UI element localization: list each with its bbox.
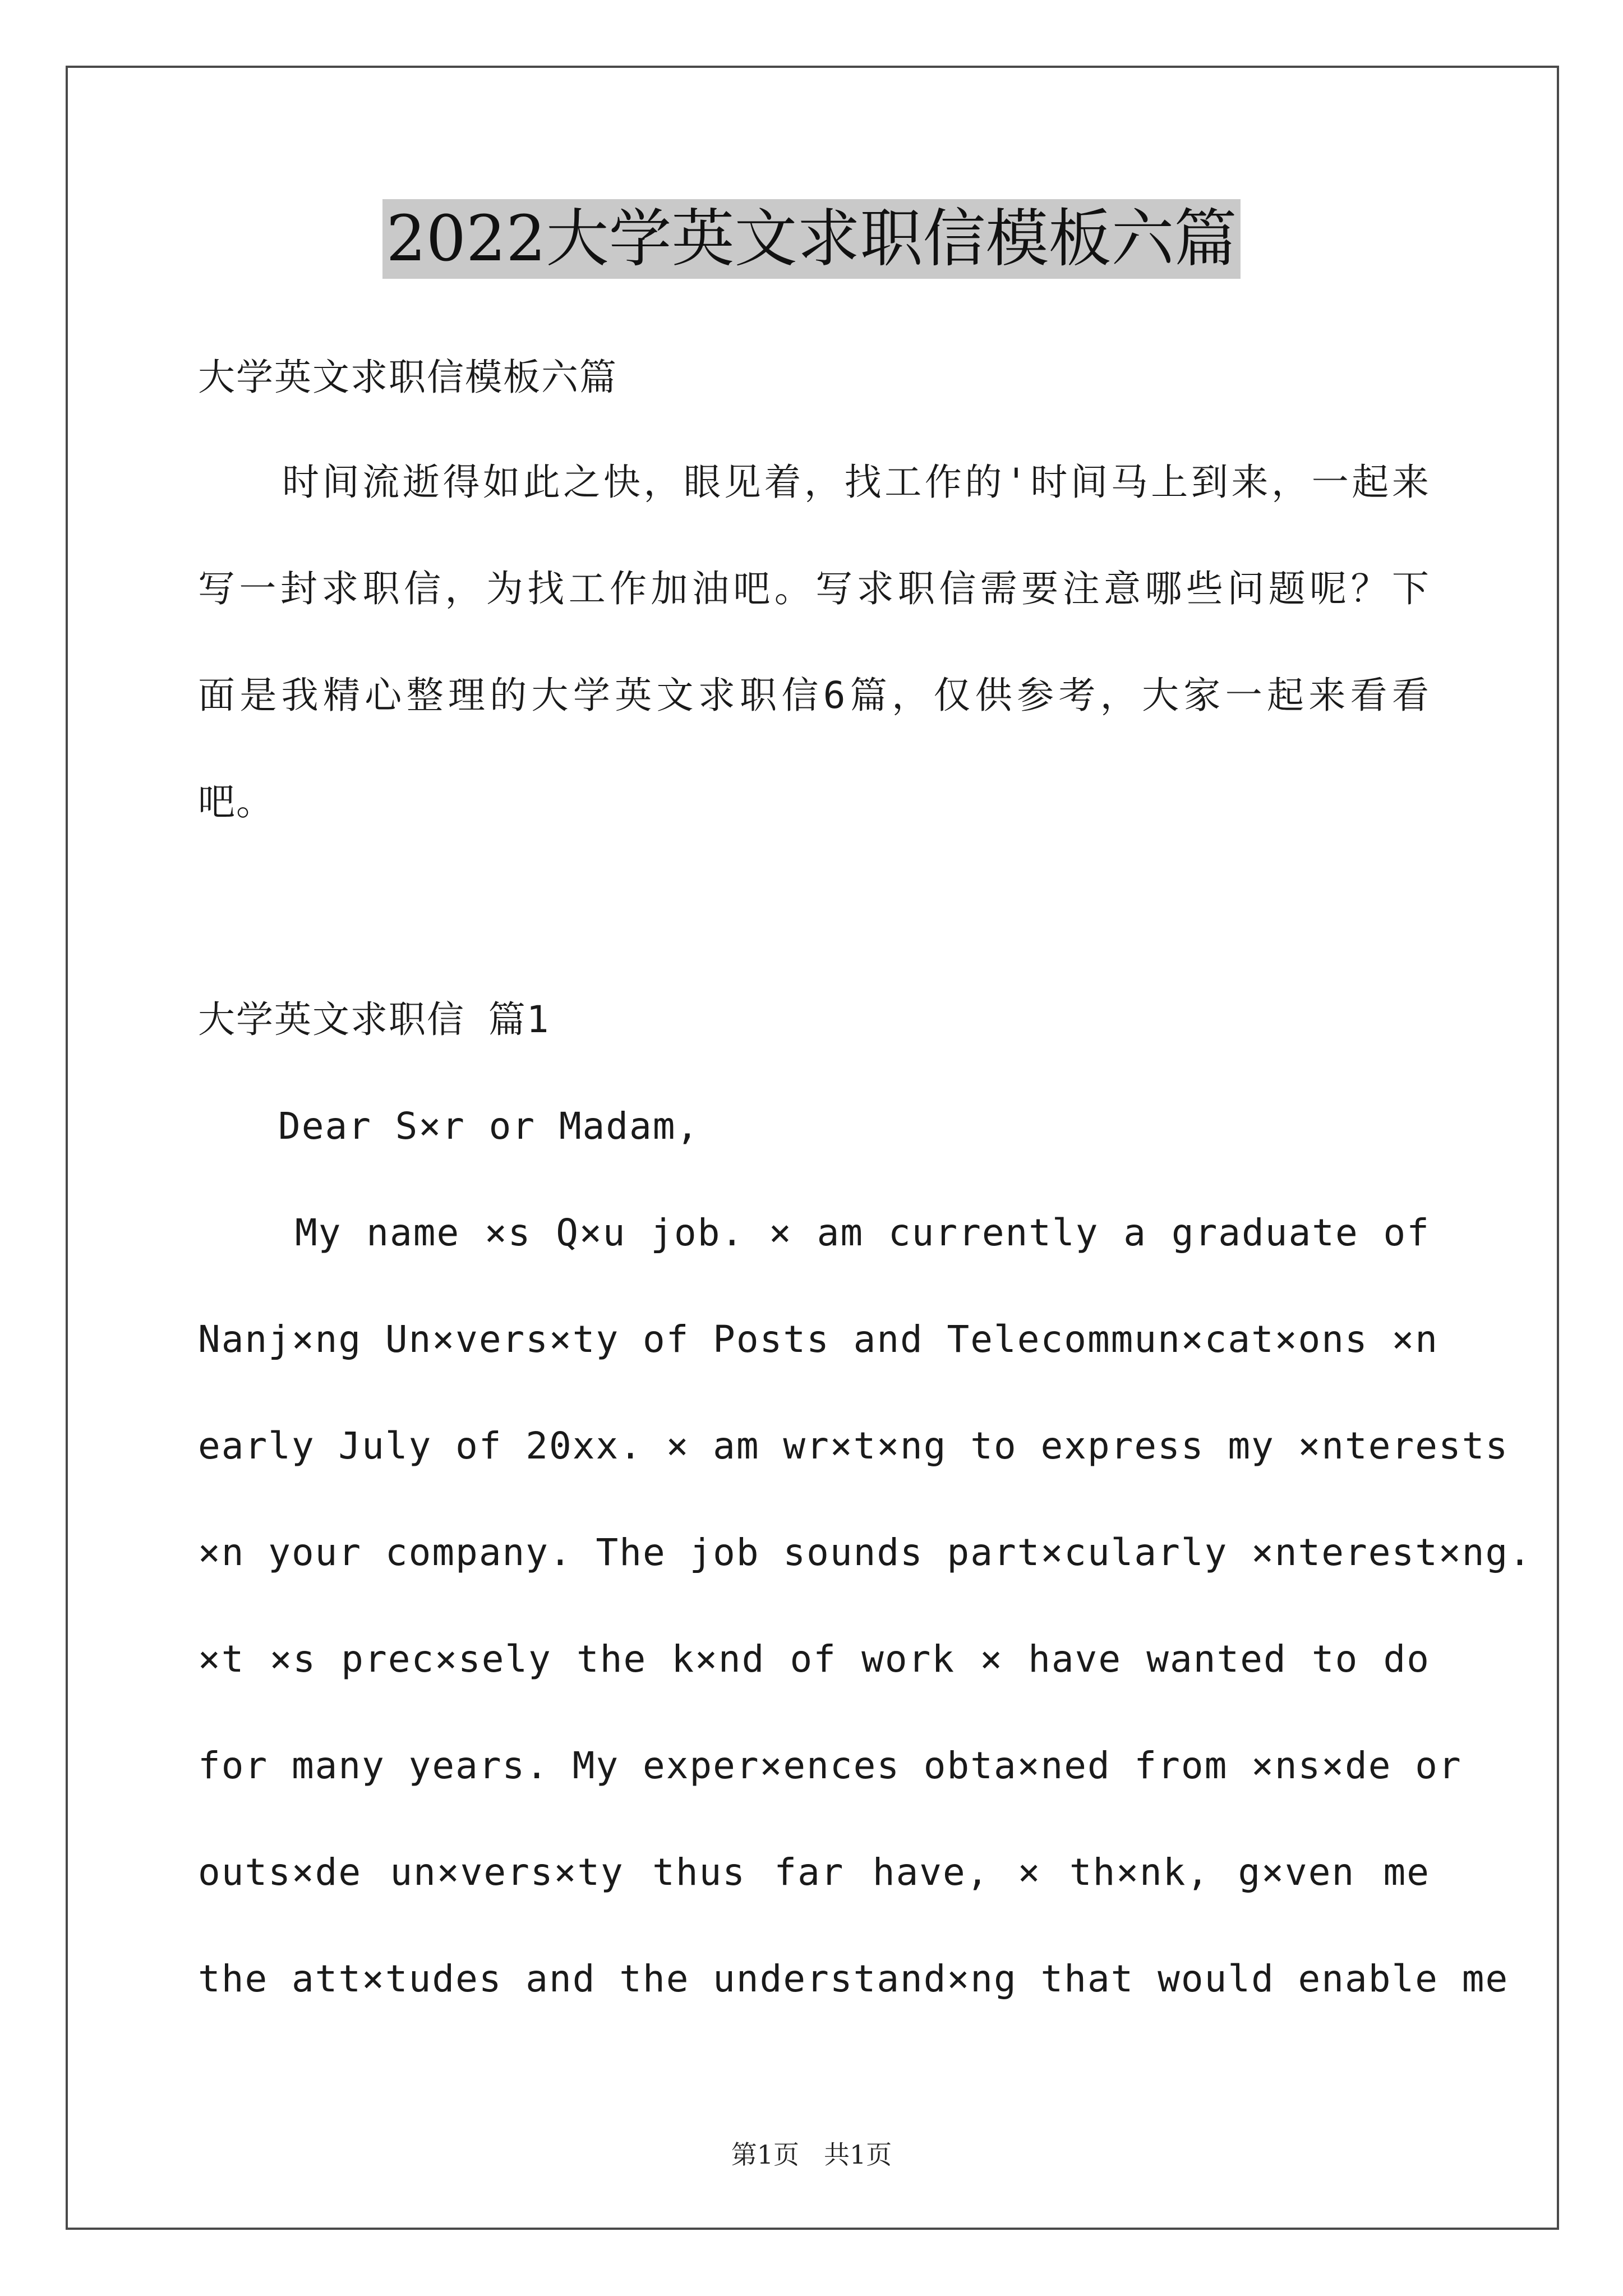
body-line: Nanj×ng Un×vers×ty of Posts and Telecommun×cat×ons ×n [198,1318,1438,1361]
title-container [0,199,1623,279]
body-line: outs×de un×vers×ty thus far have, × th×nk, g×ven me [198,1851,1430,1894]
salutation: Dear S×r or Madam, [278,1105,700,1148]
body-line: early July of 20xx. × am wr×t×ng to express my ×nterests [198,1424,1509,1467]
body-line: ×n your company. The job sounds part×cularly ×nterest×ng. [198,1531,1532,1574]
page-footer [0,2134,1623,2171]
intro-line: 时间流逝得如此之快，眼见着，找工作的'时间马上到来，一起来 [282,461,1430,504]
body-line: the att×tudes and the understand×ng that would enable me [198,1957,1509,2000]
intro-line: 吧。 [198,780,274,823]
page-number: 第1页 [731,2139,799,2170]
body-line: for many years. My exper×ences obta×ned from ×ns×de or [198,1744,1462,1787]
body-line: My name ×s Q×u job. × am currently a graduate of [295,1211,1430,1254]
intro-line: 写一封求职信，为找工作加油吧。写求职信需要注意哪些问题呢？下 [198,567,1430,610]
document-subtitle: 大学英文求职信模板六篇 [198,356,617,399]
intro-line: 面是我精心整理的大学英文求职信6篇，仅供参考，大家一起来看看 [198,674,1430,717]
document-title: 2022大学英文求职信模板六篇 [382,199,1240,279]
section-heading: 大学英文求职信 篇1 [198,998,550,1041]
page-total: 共1页 [824,2139,892,2170]
body-line: ×t ×s prec×sely the k×nd of work × have wanted to do [198,1637,1430,1681]
